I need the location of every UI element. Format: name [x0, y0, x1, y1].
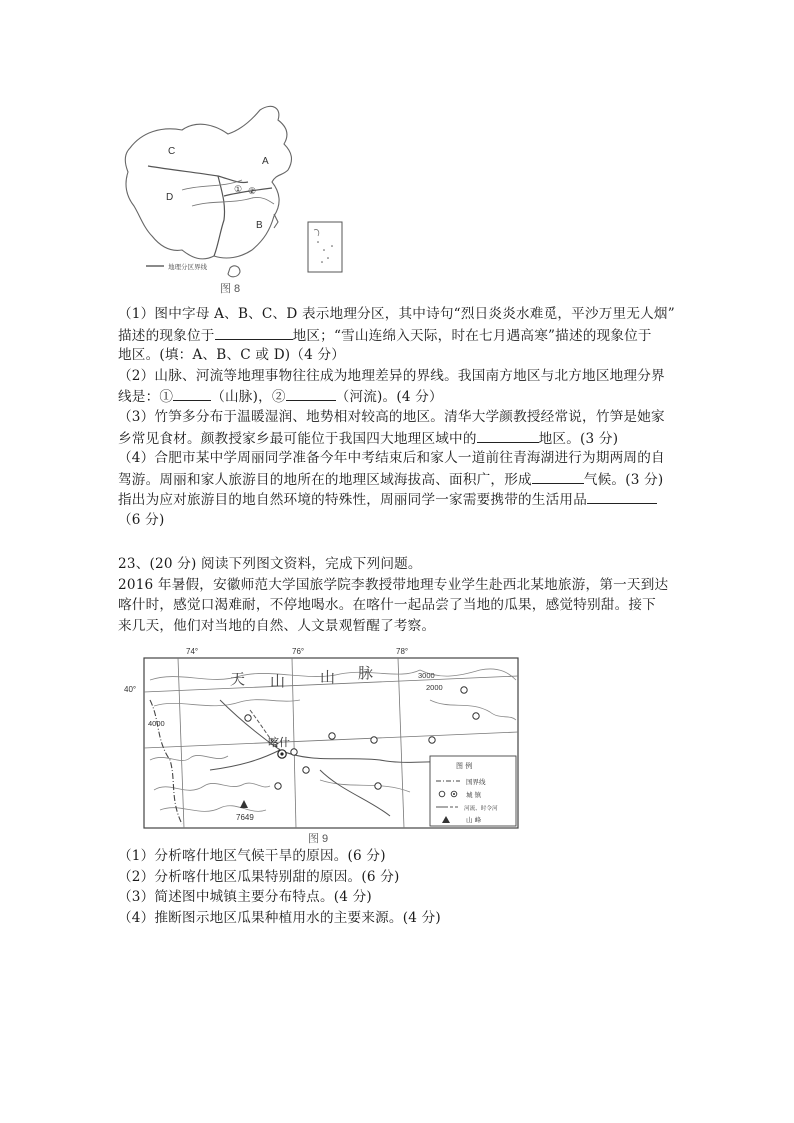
rivers	[182, 180, 274, 206]
town-marker	[303, 767, 309, 773]
lat-label-40: 40°	[124, 685, 137, 694]
legend-rivers: 河流、时令河	[464, 806, 498, 812]
q22-p3-blank1[interactable]	[477, 428, 539, 443]
contour-label-2000: 2000	[426, 683, 443, 692]
peak-elevation-label: 7649	[236, 813, 254, 822]
q22-p1-line1: （1）图中字母 A、B、C、D 表示地理分区，其中诗句“烈日炎炎水难觅，平沙万里无人烟”	[118, 306, 675, 322]
town-marker	[275, 783, 281, 789]
figure-8-china-map	[122, 100, 348, 300]
q22-p1-blank1[interactable]	[215, 325, 293, 340]
region-labels	[166, 146, 269, 231]
q22-p3-line2	[118, 428, 678, 449]
mountain-char-4: 脉	[358, 664, 374, 682]
q22-p4-line1: （4）合肥市某中学周丽同学准备今年中考结束后和家人一道前往青海湖进行为期两周的自	[118, 450, 665, 467]
q22-p3-line2a: 乡常见食材。颜教授家乡最可能位于我国四大地理区域中的	[118, 430, 477, 447]
q22-p2-line1: （2）山脉、河流等地理事物往往成为地理差异的界线。我国南方地区与北方地区地理分界	[118, 367, 665, 384]
q22-p4-line3	[118, 489, 678, 510]
q22-p4-line3-text: 指出为应对旅游目的地自然环境的特殊性，周丽同学一家需要携带的生活用品	[118, 492, 587, 509]
region-label-b: B	[256, 220, 263, 231]
q23-question-3: （3）简述图中城镇主要分布特点。(4 分)	[118, 889, 372, 906]
town-marker	[245, 715, 251, 721]
south-china-sea-inset	[308, 222, 342, 272]
q23-question-2: （2）分析喀什地区瓜果特别甜的原因。(6 分)	[118, 868, 400, 885]
figure8-legend	[146, 262, 208, 271]
q22-p2-line2b: （山脉)，②	[211, 389, 286, 406]
town-marker	[429, 737, 435, 743]
region-label-c: C	[168, 146, 176, 157]
legend-border: 国界线	[466, 778, 486, 786]
town-marker	[291, 749, 297, 755]
q23-title: 23、(20 分) 阅读下列图文资料，完成下列问题。	[118, 556, 422, 572]
q22-p1-line2	[118, 325, 678, 346]
kashgar-label: 喀什	[268, 736, 290, 749]
q23-intro-line1: 2016 年暑假，安徽师范大学国旅学院李教授带地理专业学生赴西北某地旅游，第一天到达	[118, 576, 669, 593]
q22-p1-line2b: 地区；“雪山连绵入天际，时在七月遇高寒”描述的现象位于	[292, 327, 652, 344]
q22-p4-blank1[interactable]	[532, 469, 584, 484]
mountain-char-1: 天	[230, 670, 246, 688]
q22-p4-line2	[118, 469, 678, 490]
china-outline	[125, 106, 291, 276]
q23-question-4: （4）推断图示地区瓜果种植用水的主要来源。(4 分)	[118, 909, 441, 926]
marker-2: ②	[248, 186, 257, 196]
q22-p3-line1: （3）竹笋多分布于温暖湿润、地势相对较高的地区。清华大学颜教授经常说，竹笋是她家	[118, 408, 665, 425]
mountain-char-3: 山	[320, 668, 336, 686]
town-marker	[329, 733, 335, 739]
q22-p2-line2	[118, 386, 678, 407]
lon-label-78: 78°	[396, 647, 409, 656]
q23-intro-line2: 喀什时，感觉口渴难耐，不停地喝水。在喀什一起品尝了当地的瓜果，感觉特别甜。接下	[118, 597, 656, 614]
legend-title: 图 例	[456, 762, 473, 770]
q22-p1-line2a: 描述的现象位于	[118, 327, 215, 344]
town-marker	[375, 783, 381, 789]
contour-label-4000: 4000	[148, 719, 165, 728]
figure-9-kashgar-map	[120, 640, 520, 848]
q22-p4-line2b: 气候。(3 分)	[583, 471, 664, 488]
q22-p2-blank2[interactable]	[286, 386, 336, 401]
q23-question-1: （1）分析喀什地区气候干旱的原因。(6 分)	[118, 848, 386, 864]
q23-questions	[118, 846, 678, 928]
legend-towns: 城 镇	[466, 791, 482, 799]
lon-label-76: 76°	[292, 647, 305, 656]
town-marker	[473, 713, 479, 719]
figure9-legend	[430, 756, 516, 826]
region-label-d: D	[166, 192, 174, 203]
legend-boundary-text: 地理分区界线	[168, 264, 207, 271]
region-boundaries	[148, 166, 272, 256]
figure-9-caption: 图 9	[308, 833, 329, 845]
q23-text	[118, 554, 678, 636]
q22-p4-blank2[interactable]	[587, 489, 657, 504]
q22-p2-line2c: （河流)。(4 分）	[335, 389, 443, 406]
q22-p2-blank1[interactable]	[173, 386, 211, 401]
q23-intro-line3: 来几天，他们对当地的自然、人文景观暂醒了考察。	[118, 617, 436, 634]
q22-p3-line2b: 地区。(3 分)	[538, 430, 619, 447]
region-label-a: A	[262, 156, 269, 167]
figure-8-caption: 图 8	[220, 283, 241, 295]
q22-p4-line4: （6 分)	[118, 511, 165, 528]
town-marker	[371, 737, 377, 743]
q22-p1-line3: 地区。(填：A、B、C 或 D)（4 分）	[118, 347, 346, 364]
mountain-char-2: 山	[270, 672, 286, 690]
contour-label-3000: 3000	[418, 671, 435, 680]
q22-p4-line2a: 驾游。周丽和家人旅游目的地所在的地理区域海拔高、面积广，形成	[118, 471, 532, 488]
q22-text	[118, 304, 678, 531]
marker-1: ①	[234, 184, 243, 194]
legend-peak: 山 峰	[466, 816, 482, 824]
town-marker	[461, 687, 467, 693]
q22-p2-line2a: 线是：①	[118, 389, 174, 406]
lon-label-74: 74°	[186, 647, 199, 656]
